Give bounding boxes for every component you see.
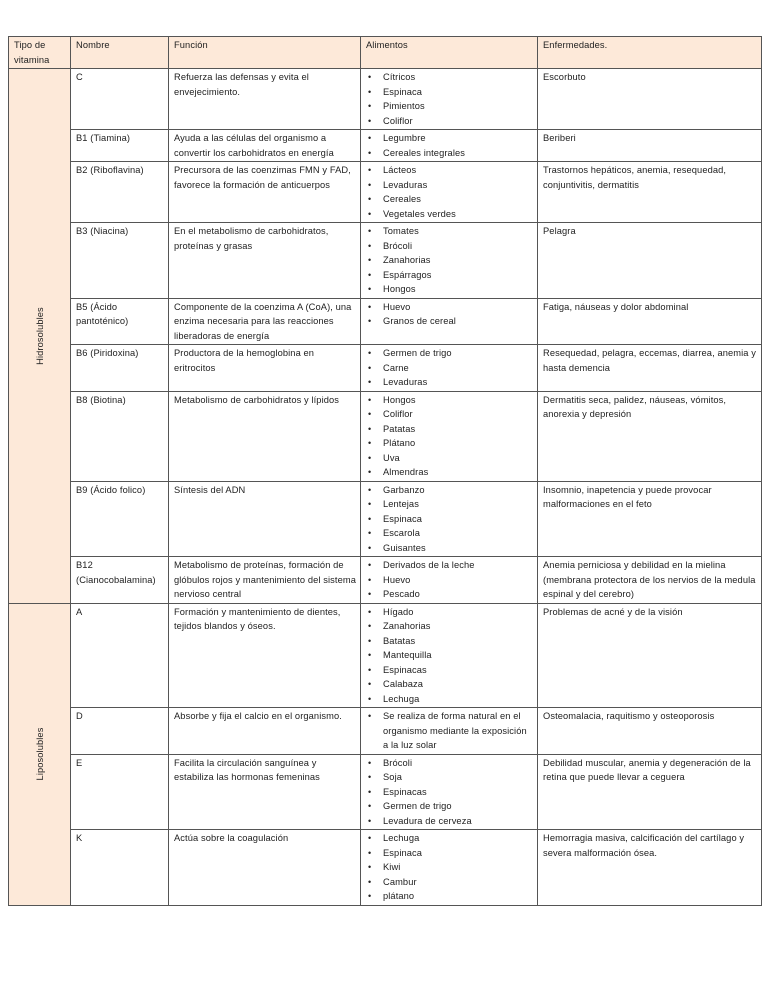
table-row xyxy=(9,391,762,481)
food-item: • Espinaca xyxy=(366,846,533,861)
food-item: • Coliflor xyxy=(366,114,533,129)
vitamin-name: B9 (Ácido folico) xyxy=(71,481,169,557)
food-item: • Lechuga xyxy=(366,692,533,707)
food-item: • Soja xyxy=(366,770,533,785)
food-item: • Espinaca xyxy=(366,512,533,527)
foods-list xyxy=(366,163,533,221)
food-item: • Brócoli xyxy=(366,756,533,771)
food-item: • Zanahorias xyxy=(366,619,533,634)
vitamin-function: Síntesis del ADN xyxy=(169,481,361,557)
food-item: • Coliflor xyxy=(366,407,533,422)
food-item: • Hongos xyxy=(366,282,533,297)
food-item: • Huevo xyxy=(366,300,533,315)
foods-cell xyxy=(361,481,538,557)
food-item: • Legumbre xyxy=(366,131,533,146)
food-item: • plátano xyxy=(366,889,533,904)
food-item: • Levaduras xyxy=(366,375,533,390)
food-item: • Derivados de la leche xyxy=(366,558,533,573)
vitamin-function: Absorbe y fija el calcio en el organismo. xyxy=(169,708,361,755)
foods-list xyxy=(366,558,533,602)
disease-cell: Insomnio, inapetencia y puede provocar malformaciones en el feto xyxy=(538,481,762,557)
food-item: • Plátano xyxy=(366,436,533,451)
vitamin-function: En el metabolismo de carbohidratos, proteínas y grasas xyxy=(169,223,361,299)
vitamin-function: Precursora de las coenzimas FMN y FAD, favorece la formación de anticuerpos xyxy=(169,162,361,223)
vitamin-name: C xyxy=(71,69,169,130)
disease-cell: Anemia perniciosa y debilidad en la mielina (membrana protectora de los nervios de la medula espinal y del cerebro) xyxy=(538,557,762,604)
disease-cell: Escorbuto xyxy=(538,69,762,130)
food-item: • Se realiza de forma natural en el organismo mediante la exposición a la luz solar xyxy=(366,709,533,753)
table-row xyxy=(9,830,762,906)
food-item: • Pimientos xyxy=(366,99,533,114)
food-item: • Brócoli xyxy=(366,239,533,254)
vitamin-function: Componente de la coenzima A (CoA), una enzima necesaria para las reacciones liberadoras de energía xyxy=(169,298,361,345)
foods-cell xyxy=(361,162,538,223)
disease-cell: Beriberi xyxy=(538,130,762,162)
food-item: • Granos de cereal xyxy=(366,314,533,329)
vitamin-function: Metabolismo de proteínas, formación de glóbulos rojos y mantenimiento del sistema nervioso central xyxy=(169,557,361,604)
food-item: • Garbanzo xyxy=(366,483,533,498)
disease-cell: Osteomalacia, raquitismo y osteoporosis xyxy=(538,708,762,755)
disease-cell: Pelagra xyxy=(538,223,762,299)
vitamin-function: Refuerza las defensas y evita el envejecimiento. xyxy=(169,69,361,130)
table-row xyxy=(9,754,762,830)
table-row xyxy=(9,603,762,708)
vitamin-name: A xyxy=(71,603,169,708)
food-item: • Espinacas xyxy=(366,785,533,800)
disease-cell: Resequedad, pelagra, eccemas, diarrea, anemia y hasta demencia xyxy=(538,345,762,392)
table-row xyxy=(9,130,762,162)
vitamin-function: Productora de la hemoglobina en eritrocitos xyxy=(169,345,361,392)
vitamins-table xyxy=(8,36,762,906)
table-row xyxy=(9,223,762,299)
table-row xyxy=(9,69,762,130)
foods-cell xyxy=(361,130,538,162)
header-row xyxy=(9,37,762,69)
header-alimentos: Alimentos xyxy=(361,37,538,69)
food-item: • Vegetales verdes xyxy=(366,207,533,222)
food-item: • Cereales xyxy=(366,192,533,207)
food-item: • Hongos xyxy=(366,393,533,408)
group-label: Liposolubles xyxy=(34,727,45,781)
table-row xyxy=(9,162,762,223)
vitamin-name: B2 (Riboflavina) xyxy=(71,162,169,223)
foods-cell xyxy=(361,557,538,604)
food-item: • Mantequilla xyxy=(366,648,533,663)
food-item: • Uva xyxy=(366,451,533,466)
food-item: • Zanahorias xyxy=(366,253,533,268)
disease-cell: Hemorragia masiva, calcificación del cartílago y severa malformación ósea. xyxy=(538,830,762,906)
disease-cell: Debilidad muscular, anemia y degeneración de la retina que puede llevar a ceguera xyxy=(538,754,762,830)
food-item: • Pescado xyxy=(366,587,533,602)
table-row xyxy=(9,481,762,557)
foods-cell xyxy=(361,708,538,755)
vitamin-function: Ayuda a las células del organismo a convertir los carbohidratos en energía xyxy=(169,130,361,162)
table-row xyxy=(9,298,762,345)
foods-list xyxy=(366,131,533,160)
foods-list xyxy=(366,346,533,390)
food-item: • Kiwi xyxy=(366,860,533,875)
food-item: • Espárragos xyxy=(366,268,533,283)
foods-list xyxy=(366,70,533,128)
header-nombre: Nombre xyxy=(71,37,169,69)
food-item: • Cítricos xyxy=(366,70,533,85)
food-item: • Escarola xyxy=(366,526,533,541)
vitamin-name: B3 (Niacina) xyxy=(71,223,169,299)
vitamin-name: B6 (Piridoxina) xyxy=(71,345,169,392)
foods-cell xyxy=(361,754,538,830)
food-item: • Cambur xyxy=(366,875,533,890)
food-item: • Hígado xyxy=(366,605,533,620)
vitamin-name: D xyxy=(71,708,169,755)
group-label: Hidrosolubles xyxy=(34,306,45,365)
table-row xyxy=(9,708,762,755)
group-cell xyxy=(9,603,71,905)
vitamin-name: B5 (Ácido pantoténico) xyxy=(71,298,169,345)
vitamin-function: Metabolismo de carbohidratos y lípidos xyxy=(169,391,361,481)
vitamin-name: E xyxy=(71,754,169,830)
vitamin-name: B8 (Biotina) xyxy=(71,391,169,481)
table-row xyxy=(9,345,762,392)
foods-cell xyxy=(361,603,538,708)
food-item: • Calabaza xyxy=(366,677,533,692)
food-item: • Tomates xyxy=(366,224,533,239)
foods-cell xyxy=(361,223,538,299)
disease-cell: Trastornos hepáticos, anemia, resequedad, conjuntivitis, dermatitis xyxy=(538,162,762,223)
food-item: • Huevo xyxy=(366,573,533,588)
vitamin-name: K xyxy=(71,830,169,906)
food-item: • Levaduras xyxy=(366,178,533,193)
vitamin-function: Formación y mantenimiento de dientes, tejidos blandos y óseos. xyxy=(169,603,361,708)
table-row xyxy=(9,557,762,604)
header-tipo: Tipo de vitamina xyxy=(9,37,71,69)
vitamin-function: Actúa sobre la coagulación xyxy=(169,830,361,906)
food-item: • Guisantes xyxy=(366,541,533,556)
food-item: • Germen de trigo xyxy=(366,799,533,814)
disease-cell: Problemas de acné y de la visión xyxy=(538,603,762,708)
foods-cell xyxy=(361,69,538,130)
foods-list xyxy=(366,393,533,480)
food-item: • Batatas xyxy=(366,634,533,649)
vitamin-name: B12 (Cianocobalamina) xyxy=(71,557,169,604)
food-item: • Lácteos xyxy=(366,163,533,178)
foods-cell xyxy=(361,830,538,906)
disease-cell: Dermatitis seca, palidez, náuseas, vómitos, anorexia y depresión xyxy=(538,391,762,481)
food-item: • Espinacas xyxy=(366,663,533,678)
vitamin-function: Facilita la circulación sanguínea y estabiliza las hormonas femeninas xyxy=(169,754,361,830)
food-item: • Lechuga xyxy=(366,831,533,846)
foods-list xyxy=(366,224,533,297)
foods-list xyxy=(366,300,533,329)
group-cell xyxy=(9,69,71,604)
header-funcion: Función xyxy=(169,37,361,69)
foods-cell xyxy=(361,298,538,345)
foods-list xyxy=(366,605,533,707)
food-item: • Lentejas xyxy=(366,497,533,512)
table-body xyxy=(9,69,762,906)
food-item: • Cereales integrales xyxy=(366,146,533,161)
foods-cell xyxy=(361,391,538,481)
header-enfermedades: Enfermedades. xyxy=(538,37,762,69)
food-item: • Levadura de cerveza xyxy=(366,814,533,829)
foods-list xyxy=(366,483,533,556)
foods-cell xyxy=(361,345,538,392)
food-item: • Germen de trigo xyxy=(366,346,533,361)
food-item: • Patatas xyxy=(366,422,533,437)
foods-list xyxy=(366,756,533,829)
disease-cell: Fatiga, náuseas y dolor abdominal xyxy=(538,298,762,345)
food-item: • Carne xyxy=(366,361,533,376)
food-item: • Espinaca xyxy=(366,85,533,100)
food-item: • Almendras xyxy=(366,465,533,480)
foods-list xyxy=(366,831,533,904)
foods-list xyxy=(366,709,533,753)
vitamin-name: B1 (Tiamina) xyxy=(71,130,169,162)
